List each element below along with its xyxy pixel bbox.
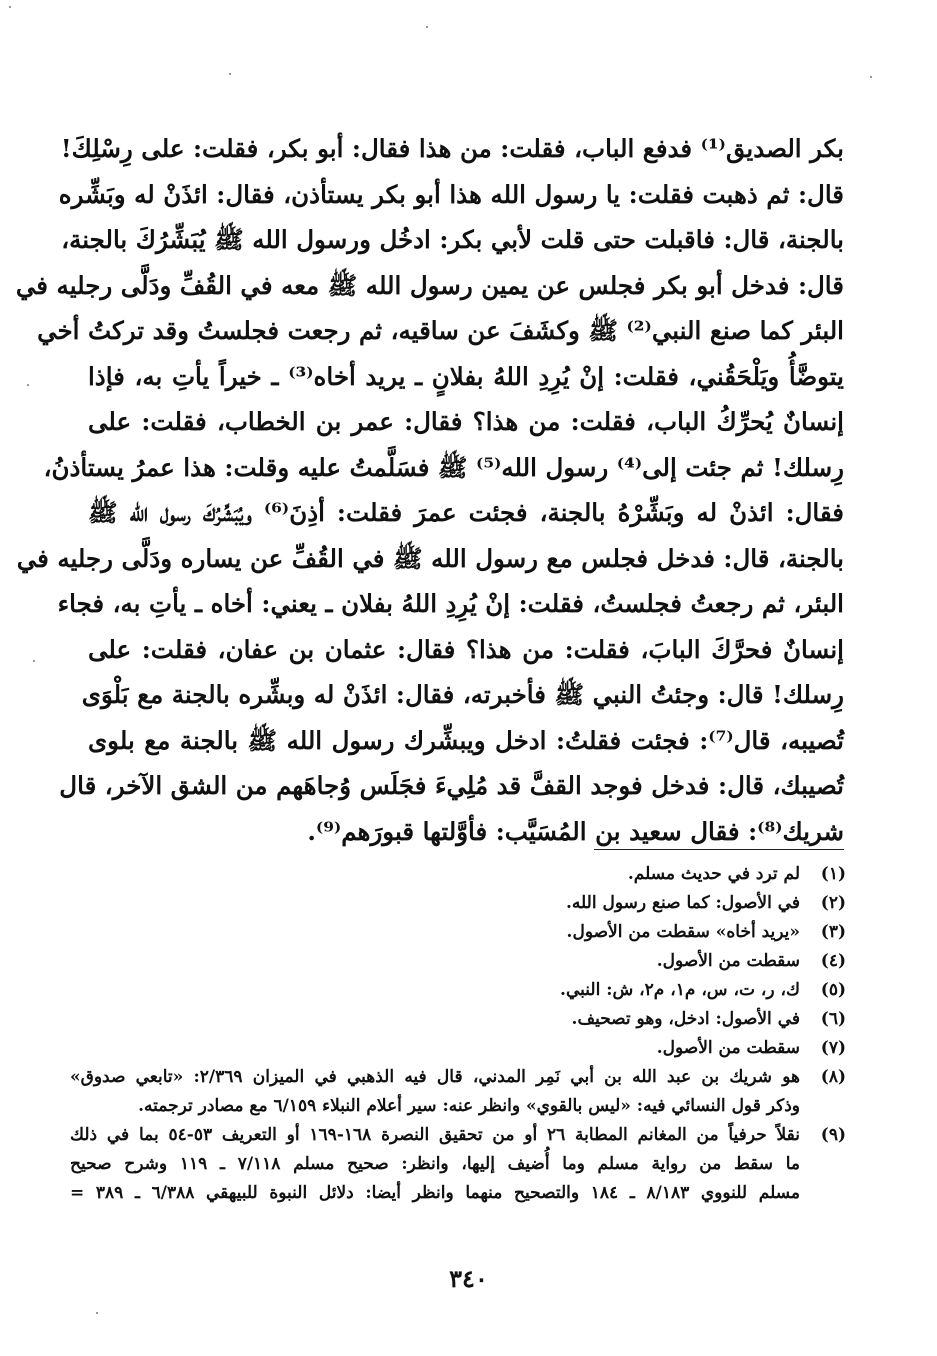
footnote [70,976,846,1005]
footnote-text: وذكر قول النسائي فيه: «ليس بالقوي» وانظر عنه: سير أعلام النبلاء ٦/١٥٩ مع مصادر ترجمته. [138,1096,800,1116]
footnote-text: «يريد أخاه» سقطت من الأصول. [566,922,800,942]
footnote-text: في الأصول: كما صنع رسول الله. [565,893,800,913]
footnote-number: (٣) [820,922,846,942]
footnote [70,918,846,947]
text-line: بكر الصديق⁽¹⁾ فدفع الباب، فقلت: من هذا فقال: أبو بكر، فقلت: على رِسْلِكَ! [60,134,844,163]
footnote-text: ما سقط من رواية مسلم وما أُضيف إليها، وانظر: صحيح مسلم ٧/١١٨ ـ ١١٩ وشرح صحيح [70,1154,800,1174]
footnote-text: لم ترد في حديث مسلم. [627,864,800,884]
footnote-number: (٦) [820,1009,846,1029]
footnote-separator [594,849,844,850]
text-line: يتوضَّأُ ويَلْحَقُني، فقلت: إنْ يُرِدِ اللهُ بفلانٍ ـ يريد أخاه⁽³⁾ ـ خيراً يأتِ به، فإذا [88,361,844,391]
main-text [15,126,844,854]
scan-speck [229,73,231,75]
footnote-number: (١) [820,864,846,884]
text-line: إنسانٌ يُحرِّكُ الباب، فقلت: من هذا؟ فقال: عمر بن الخطاب، فقلت: على [88,407,844,436]
footnote-number: (٨) [820,1067,846,1087]
text-line: قال: ثم ذهبت فقلت: يا رسول الله هذا أبو بكر يستأذن، فقال: ائذَنْ له وبَشِّره [58,179,844,209]
scan-speck [426,26,428,28]
text-line: البئر كما صنع النبي⁽²⁾ ﷺ وكشَفَ عن ساقيه، ثم رجعت فجلستُ وقد تركتُ أخي [37,316,844,345]
text-line: تُصيبك، قال: فدخل فوجد القفَّ قد مُلِيءَ فجَلَس وُجاهَهم من الشق الآخر، قال [59,771,844,800]
scan-speck [870,76,872,78]
footnote-text: مسلم للنووي ٨/١٨٣ ـ ١٨٤ والتصحيح منهما وانظر أيضا: دلائل النبوة للبيهقي ٦/٣٨٨ ـ ٣٨٩ = [70,1183,800,1203]
footnote-text: سقطت من الأصول. [656,1038,800,1058]
page-number: ٣٤٠ [449,1264,488,1293]
footnote-number: (٩) [820,1125,846,1145]
footnote [70,1063,846,1121]
footnote-number: (٧) [820,1038,846,1058]
footnote [70,1005,846,1034]
text-line: شريك⁽⁸⁾: فقال سعيد بن المُسَيَّب: فأوَّلتها قبورَهم⁽⁹⁾. [307,816,844,846]
scan-speck [9,6,11,8]
text-line: بالجنة، قال: فاقبلت حتى قلت لأبي بكر: ادخُل ورسول الله ﷺ يُبَشِّرُكَ بالجنة، [61,225,844,254]
footnotes [70,860,846,1208]
text-line: قال: فدخل أبو بكر فجلس عن يمين رسول الله ﷺ معه في القُفِّ ودَلَّى رجليه في [15,270,844,300]
footnote-text: ك، ر، ت، س، م١، م٢، ش: النبي. [560,980,800,1000]
footnote-number: (٥) [820,980,846,1000]
text-line: البئر، ثم رجعتُ فجلستُ، فقلت: إنْ يُرِدِ اللهُ بفلان ـ يعني: أخاه ـ يأتِ به، فجاء [57,589,844,618]
footnote [70,1121,846,1208]
text-line: رِسلك! ثم جئت إلى⁽⁴⁾ رسول الله⁽⁵⁾ ﷺ فسَلَّمتُ عليه وقلت: هذا عمرُ يستأذنُ، [43,452,844,482]
footnote [70,1034,846,1063]
footnote-number: (٤) [820,951,846,971]
footnote-text: في الأصول: ادخل، وهو تصحيف. [571,1009,800,1029]
text-line: إنسانٌ فحرَّكَ البابَ، فقلت: من هذا؟ فقال: عثمان بن عفان، فقلت: على [88,634,844,664]
scan-speck [33,660,35,662]
footnote-text: هو شريك بن عبد الله بن أبي نَمِر المدني، قال فيه الذهبي في الميزان ٢/٣٦٩: «تابعي صدوق» [70,1067,800,1087]
footnote-number: (٢) [820,893,846,913]
scan-speck [96,1312,98,1314]
footnote-text: نقلاً حرفياً من المغانم المطابة ٢٦ أو من تحقيق النصرة ١٦٨-١٦٩ أو التعريف ٥٣-٥٤ بما في ذلك [70,1125,800,1145]
text-line: رِسلك! قال: وجئتُ النبي ﷺ فأخبرته، فقال: ائذَنْ له وبشِّره بالجنة مع بَلْوَى [81,680,844,709]
scan-speck [27,384,29,386]
text-line: فقال: ائذنْ له وبَشِّرْهُ بالجنة، فجئت عمرَ فقلت: أذِنَ⁽⁶⁾ ويُبَشِّرُكَ رسول الله ﷺ [88,498,844,527]
footnote [70,889,846,918]
text-line: بالجنة، قال: فدخل فجلس مع رسول الله ﷺ في القُفِّ عن يساره ودَلَّى رجليه في [16,543,844,573]
footnote-text: سقطت من الأصول. [656,951,800,971]
text-line: تُصيبه، قال⁽⁷⁾: فجئت فقلتُ: ادخل ويبشِّرك رسول الله ﷺ بالجنة مع بلوى [88,725,844,755]
footnote [70,860,846,889]
footnote [70,947,846,976]
